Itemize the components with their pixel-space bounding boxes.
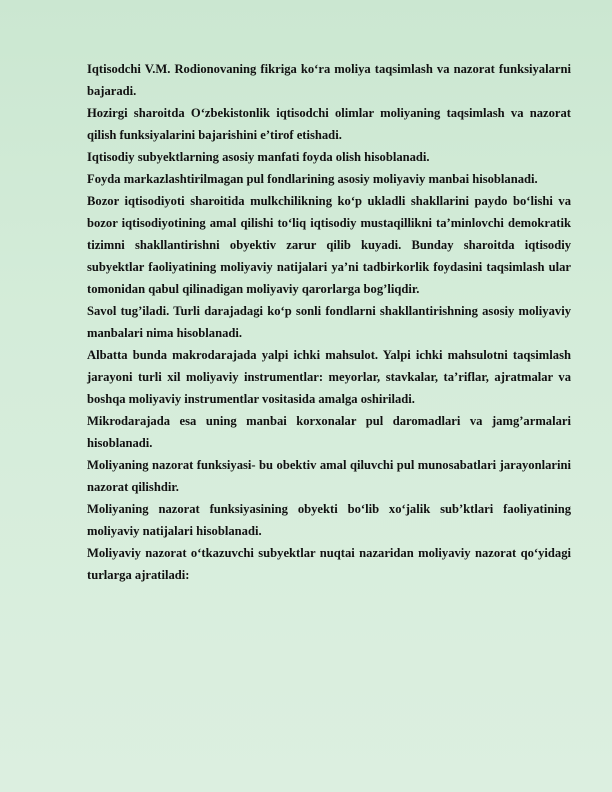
paragraph: Iqtisodchi V.M. Rodionovaning fikriga ko‘ra moliya taqsimlash va nazorat funksiyalarni bajaradi.: [87, 62, 571, 98]
paragraph: Moliyaviy nazorat o‘tkazuvchi subyektlar nuqtai nazaridan moliyaviy nazorat qo‘yidagi turlarga ajratiladi:: [87, 546, 571, 582]
paragraph: Moliyaning nazorat funksiyasining obyekti bo‘lib xo‘jalik sub’ktlari faoliyatining moliyaviy natijalari hisoblanadi.: [87, 502, 571, 538]
paragraph: Mikrodarajada esa uning manbai korxonalar pul daromadlari va jamg’armalari hisoblanadi.: [87, 414, 571, 450]
paragraph: Foyda markazlashtirilmagan pul fondlarining asosiy moliyaviy manbai hisoblanadi.: [87, 172, 538, 186]
paragraph: Albatta bunda makrodarajada yalpi ichki mahsulot. Yalpi ichki mahsulotni taqsimlash jarayoni turli xil moliyaviy instrumentlar: meyorlar, stavkalar, ta’riflar, ajratmalar va boshqa moliyaviy instrumentlar vositasida amalga oshiriladi.: [87, 348, 571, 406]
paragraph: Moliyaning nazorat funksiyasi- bu obektiv amal qiluvchi pul munosabatlari jarayonlarini nazorat qilishdir.: [87, 458, 571, 494]
paragraph: Hozirgi sharoitda O‘zbekistonlik iqtisodchi olimlar moliyaning taqsimlash va nazorat qilish funksiyalarini bajarishini e’tirof etishadi.: [87, 106, 571, 142]
paragraph: Bozor iqtisodiyoti sharoitida mulkchilikning ko‘p ukladli shakllarini paydo bo‘lishi va bozor iqtisodiyotining amal qilishi to‘liq iqtisodiy mustaqillikni ta’minlovchi demokratik tizimni shakllantirishni obyektiv zarur qilib kuyadi. Bunday sharoitda iqtisodiy subyektlar faoliyatining moliyaviy natijalari ya’ni tadbirkorlik foydasini taqsimlash ular tomonidan qabul qilinadigan moliyaviy qarorlarga bog’liqdir.: [87, 194, 571, 296]
paragraph: Iqtisodiy subyektlarning asosiy manfati foyda olish hisoblanadi.: [87, 150, 430, 164]
paragraph: Savol tug’iladi. Turli darajadagi ko‘p sonli fondlarni shakllantirishning asosiy moliyaviy manbalari nima hisoblanadi.: [87, 304, 571, 340]
body-text: [87, 58, 571, 586]
